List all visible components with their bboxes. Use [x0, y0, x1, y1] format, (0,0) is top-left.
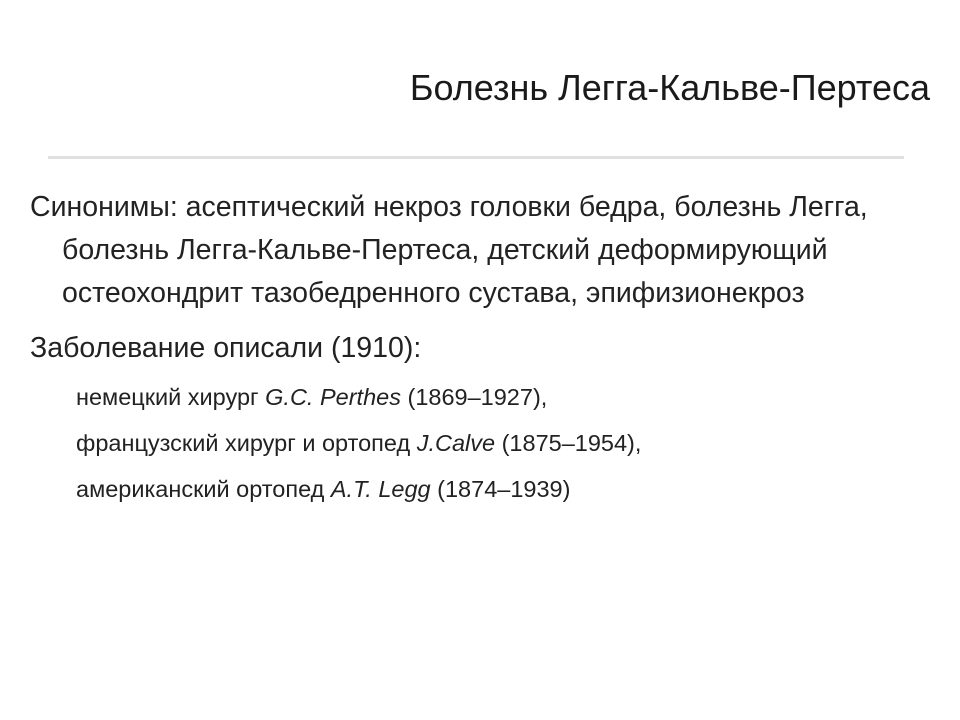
author-years: (1874–1939): [430, 476, 571, 502]
author-years: (1869–1927),: [400, 384, 548, 410]
list-item: [76, 420, 920, 466]
author-name: A.T. Legg: [330, 476, 431, 502]
list-item: [76, 466, 920, 512]
author-name: G.C. Perthes: [265, 384, 401, 410]
author-role: французский хирург и ортопед: [76, 430, 417, 456]
author-role: американский ортопед: [76, 476, 331, 502]
slide-body: [30, 186, 920, 512]
slide-title: Болезнь Легга-Кальве-Пертеса: [409, 67, 930, 108]
title-divider: [48, 156, 904, 159]
author-role: немецкий хирург: [76, 384, 266, 410]
described-heading: Заболевание описали (1910):: [30, 332, 422, 364]
author-years: (1875–1954),: [495, 430, 642, 456]
list-item: [76, 374, 920, 420]
authors-list: [30, 374, 920, 512]
synonyms-paragraph: Синонимы: асептический некроз головки бедра, болезнь Легга, болезнь Легга-Кальве-Пертеса, детский деформирующий остеохондрит тазобедренного сустава, эпифизионекроз: [30, 191, 868, 309]
author-name: J.Calve: [416, 430, 496, 456]
